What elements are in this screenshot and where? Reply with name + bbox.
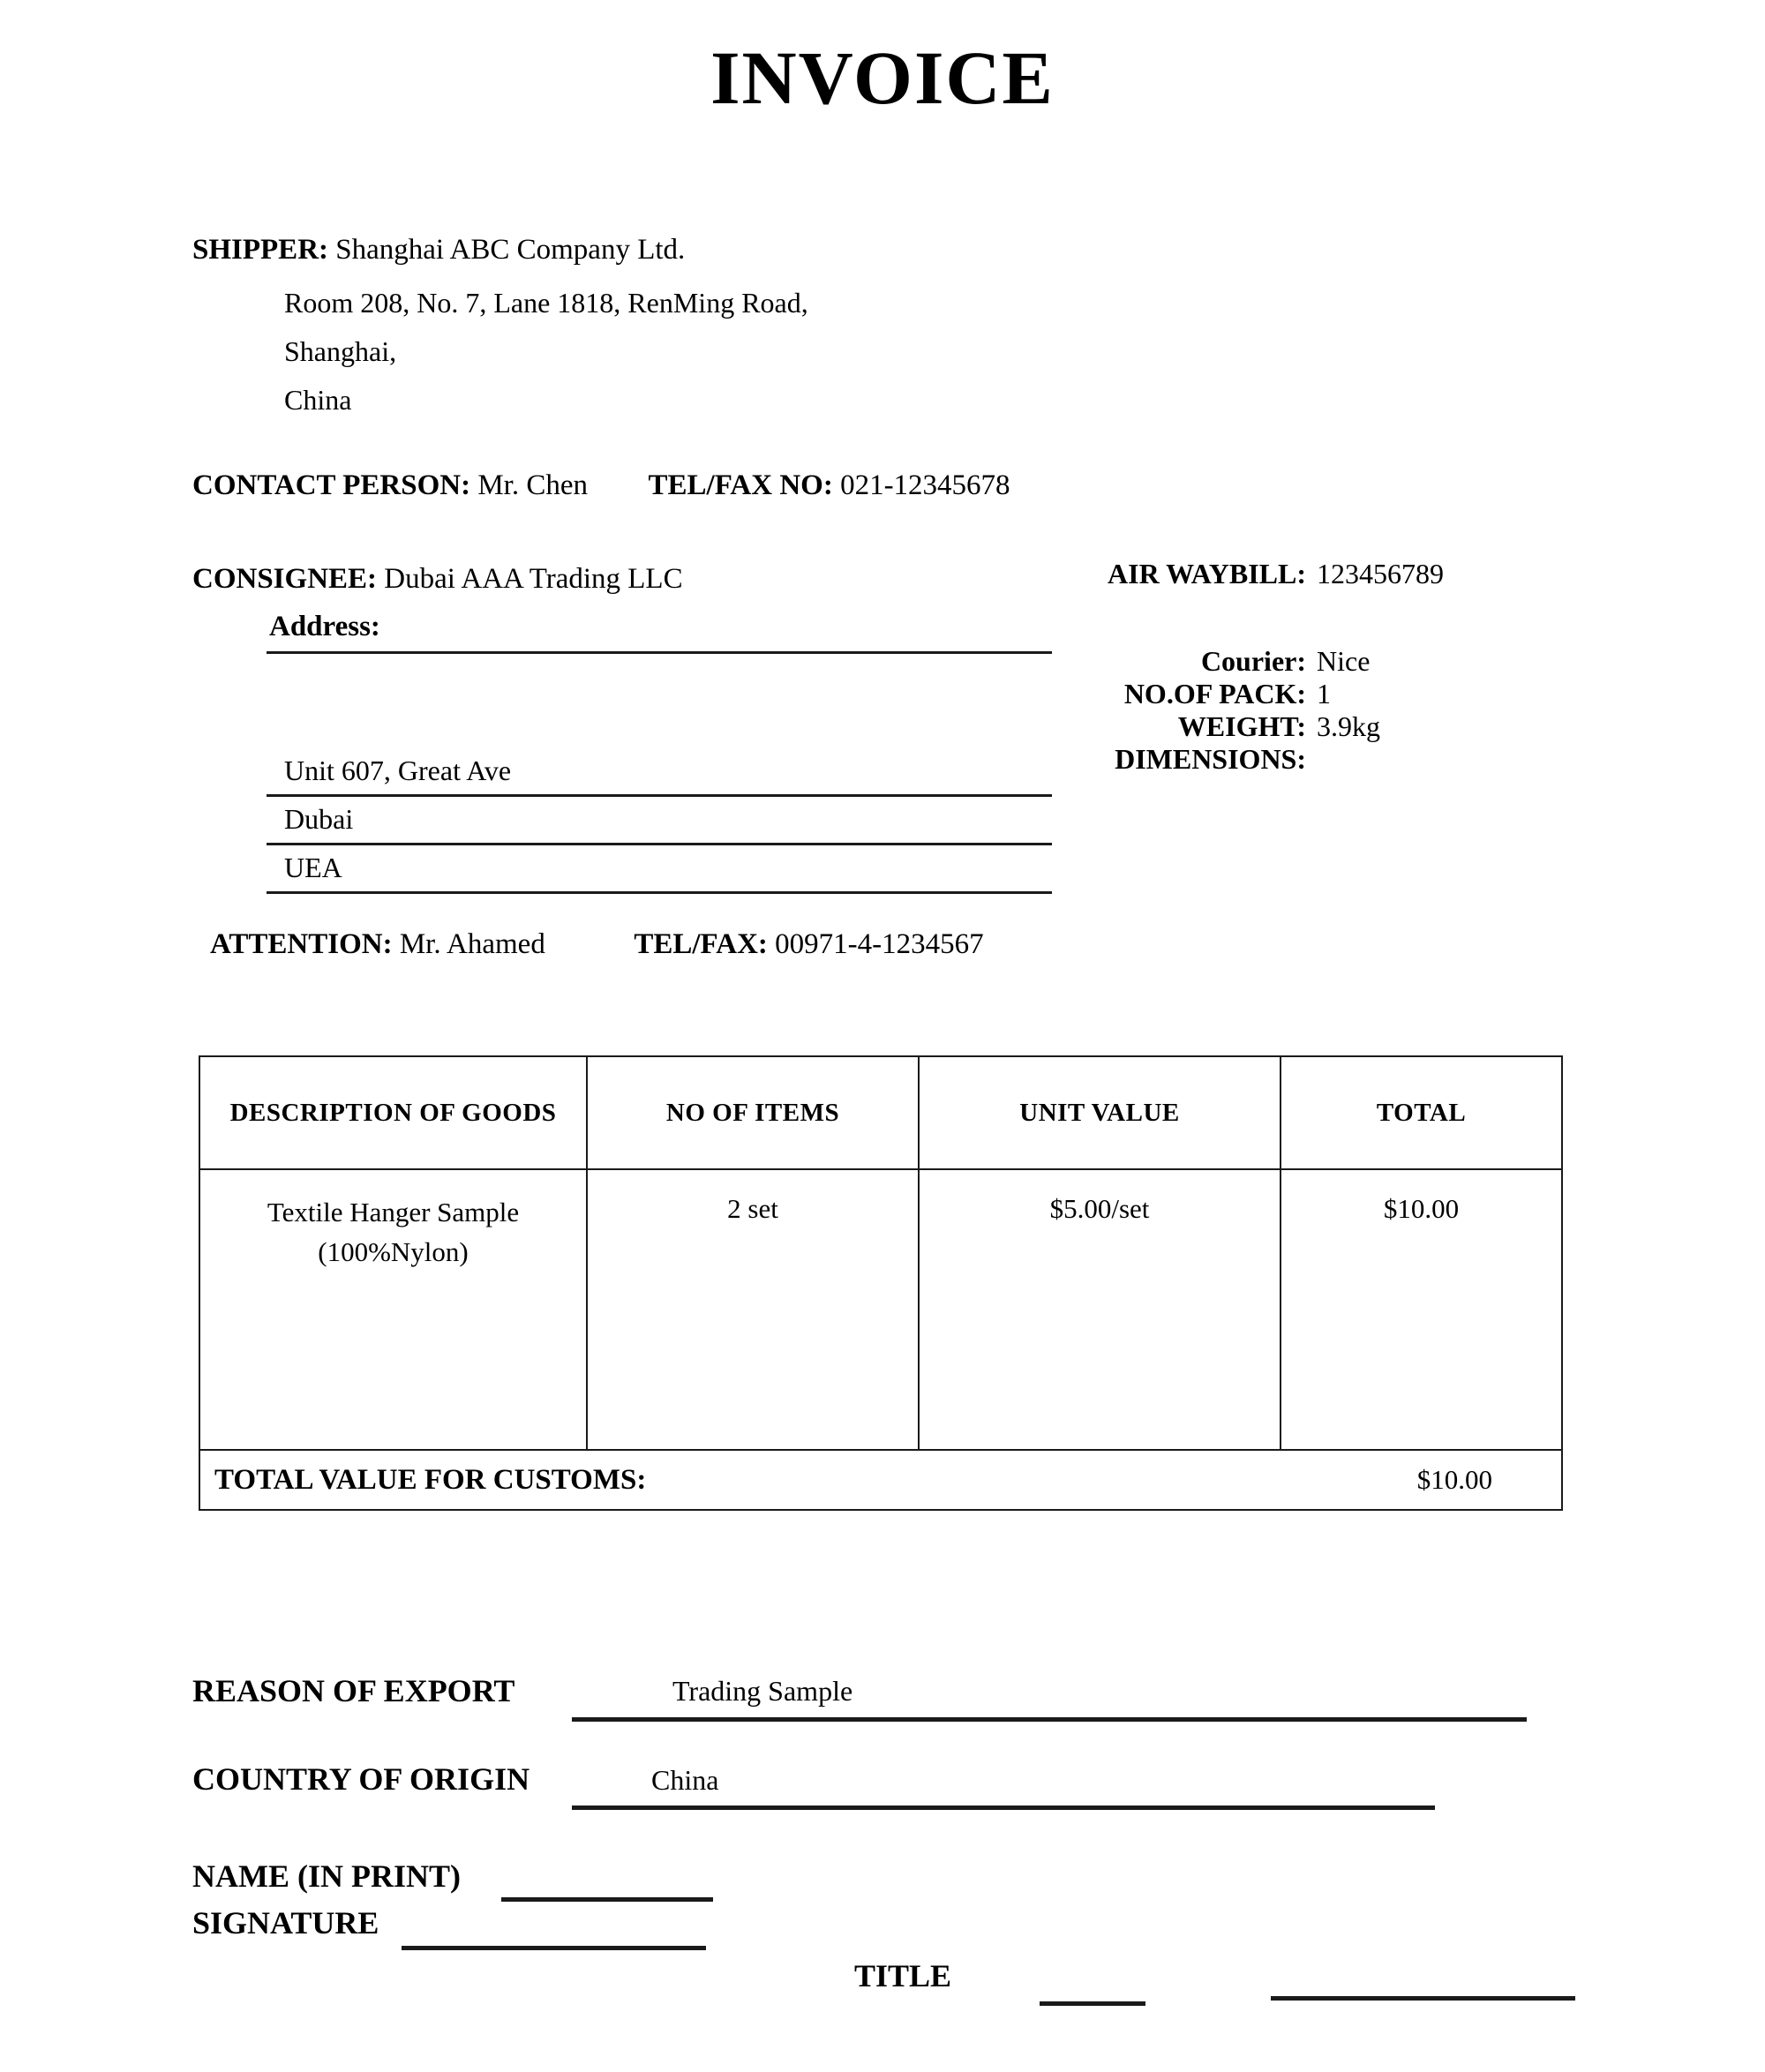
pack-label: NO.OF PACK: [1123,678,1306,709]
title-rule [1040,2001,1145,2006]
description-line-2: (100%Nylon) [318,1235,469,1267]
attention-label: ATTENTION: [210,928,393,960]
cell-description [199,1169,587,1450]
shipper-name: Shanghai ABC Company Ltd. [335,234,686,266]
dimensions-label: DIMENSIONS: [1115,743,1306,775]
air-waybill-label: AIR WAYBILL: [1108,558,1306,589]
contact-tel-value: 021-12345678 [840,469,1010,501]
dimensions-row [1050,743,1444,776]
consignee-tel-value: 00971-4-1234567 [775,928,984,960]
attention-line [210,928,984,962]
shipper-address-line-1: Room 208, No. 7, Lane 1818, RenMing Road, [284,287,808,319]
consignee-line [192,563,683,597]
reason-of-export-value: Trading Sample [672,1675,853,1707]
cell-unit-value: $5.00/set [919,1169,1281,1450]
consignee-address-label-rule [267,651,1052,654]
page-title: INVOICE [710,35,1055,120]
reason-of-export-rule [572,1717,1527,1722]
shipper-address-line-2: Shanghai, [284,335,397,367]
table-footer-row [199,1450,1562,1510]
name-in-print-label: NAME (IN PRINT) [192,1858,461,1894]
cell-total: $10.00 [1281,1169,1562,1450]
consignee-address-rule-3 [267,891,1052,894]
goods-table [199,1055,1563,1511]
header-no-of-items: NO OF ITEMS [587,1056,919,1169]
country-of-origin-rule [572,1805,1435,1810]
contact-person-line [192,469,1010,503]
air-waybill-row [1050,558,1444,590]
signature-date-rule [1271,1996,1575,2001]
consignee-name: Dubai AAA Trading LLC [384,563,683,595]
pack-row [1050,678,1444,710]
contact-person-value: Mr. Chen [477,469,588,501]
shipper-label: SHIPPER: [192,234,329,266]
total-customs-label: TOTAL VALUE FOR CUSTOMS: [214,1463,647,1496]
signature-label: SIGNATURE [192,1905,379,1941]
consignee-address-rule-1 [267,794,1052,797]
courier-label: Courier: [1200,645,1306,677]
country-of-origin-value: China [651,1764,719,1796]
description-text [200,1193,586,1272]
title-label: TITLE [854,1958,952,1993]
pack-value: 1 [1317,678,1331,709]
total-customs-value: $10.00 [1416,1464,1492,1495]
consignee-address-line-2: Dubai [284,803,354,835]
weight-row [1050,710,1444,743]
consignee-address-label: Address: [269,611,380,642]
consignee-label: CONSIGNEE: [192,563,378,595]
courier-value: Nice [1317,645,1371,677]
table-header-row [199,1056,1562,1169]
description-line-1: Textile Hanger Sample [267,1197,520,1227]
consignee-address-line-1: Unit 607, Great Ave [284,754,512,786]
name-in-print-rule [501,1897,713,1902]
cell-no-of-items: 2 set [587,1169,919,1450]
signature-rule [402,1946,706,1950]
header-description: DESCRIPTION OF GOODS [199,1056,587,1169]
attention-value: Mr. Ahamed [399,928,545,960]
air-waybill-value: 123456789 [1317,558,1444,589]
header-total: TOTAL [1281,1056,1562,1169]
shipper-line [192,234,685,267]
consignee-address-line-3: UEA [284,852,342,883]
contact-tel-label: TEL/FAX NO: [648,469,833,501]
cell-total-value-for-customs [199,1450,1562,1510]
weight-value: 3.9kg [1317,710,1380,742]
shipper-address-line-3: China [284,384,352,416]
spacer [1050,590,1444,645]
table-row [199,1169,1562,1450]
total-customs-wrap [214,1464,1561,1497]
consignee-tel-label: TEL/FAX: [634,928,768,960]
reason-of-export-label: REASON OF EXPORT [192,1673,515,1708]
consignee-address-rule-2 [267,843,1052,845]
header-unit-value: UNIT VALUE [919,1056,1281,1169]
courier-row [1050,645,1444,678]
contact-person-label: CONTACT PERSON: [192,469,471,501]
waybill-details [1050,558,1444,776]
country-of-origin-label: COUNTRY OF ORIGIN [192,1761,530,1797]
weight-label: WEIGHT: [1177,710,1306,742]
